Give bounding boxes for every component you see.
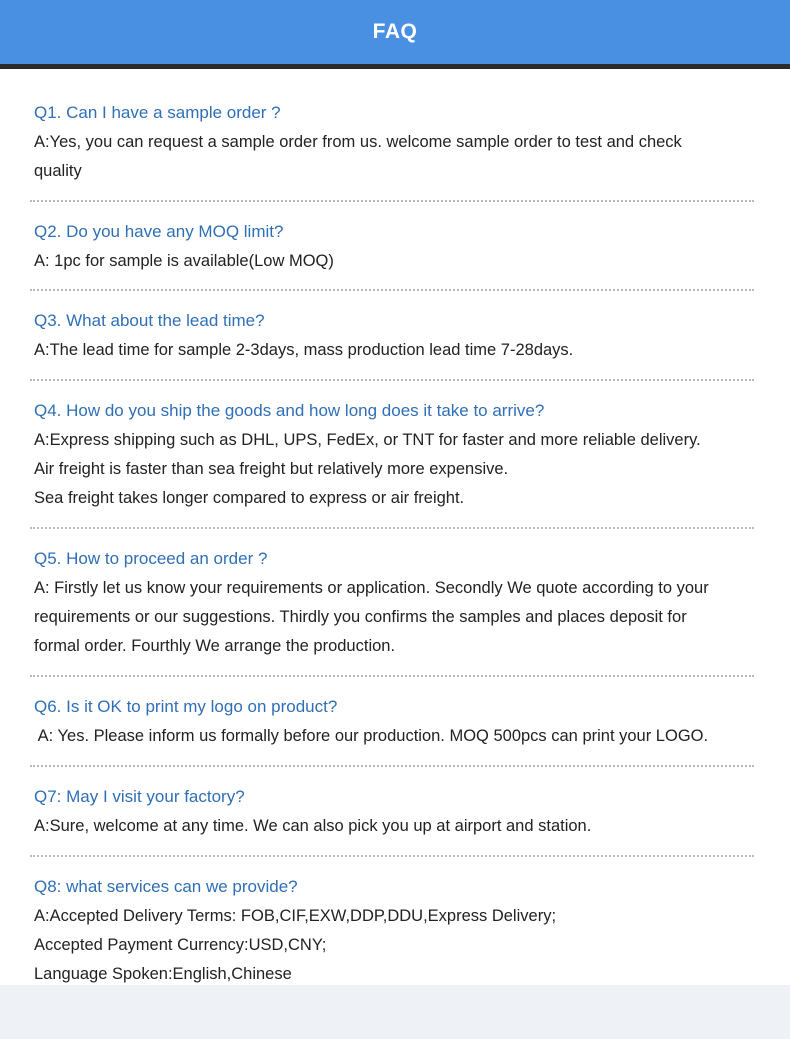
faq-answer [34, 128, 779, 186]
faq-answer-line: A:Express shipping such as DHL, UPS, FedEx, or TNT for faster and more reliable delivery. [34, 431, 701, 449]
faq-answer [34, 426, 779, 513]
faq-answer-line: A:The lead time for sample 2-3days, mass production lead time 7-28days. [34, 341, 574, 359]
divider [30, 675, 754, 677]
faq-answer [34, 336, 779, 365]
faq-item [34, 219, 779, 276]
faq-question: Q6. Is it OK to print my logo on product? [34, 697, 338, 716]
faq-answer-line: Accepted Payment Currency:USD,CNY; [34, 936, 327, 954]
faq-item [34, 694, 779, 751]
faq-answer-line: A: 1pc for sample is available(Low MOQ) [34, 252, 334, 270]
faq-answer [34, 574, 779, 661]
faq-answer-line: A: Firstly let us know your requirements or application. Secondly We quote according to your [34, 579, 709, 597]
faq-item [34, 784, 779, 841]
faq-item [34, 546, 779, 661]
divider [30, 527, 754, 529]
faq-question: Q4. How do you ship the goods and how long does it take to arrive? [34, 401, 545, 420]
faq-answer-line: Sea freight takes longer compared to express or air freight. [34, 489, 465, 507]
faq-item [34, 100, 779, 186]
faq-question: Q2. Do you have any MOQ limit? [34, 222, 284, 241]
faq-question: Q3. What about the lead time? [34, 311, 265, 330]
faq-answer-line: Air freight is faster than sea freight but relatively more expensive. [34, 460, 509, 478]
faq-answer-line: Language Spoken:English,Chinese [34, 965, 292, 983]
divider [30, 855, 754, 857]
faq-answer-line: A:Sure, welcome at any time. We can also pick you up at airport and station. [34, 817, 592, 835]
faq-question: Q7: May I visit your factory? [34, 787, 245, 806]
faq-answer [34, 812, 779, 841]
faq-list [34, 100, 779, 989]
faq-answer-line: formal order. Fourthly We arrange the production. [34, 637, 396, 655]
faq-answer-line: quality [34, 162, 82, 180]
faq-answer-line: A: Yes. Please inform us formally before our production. MOQ 500pcs can print your LOGO. [34, 727, 709, 745]
faq-answer-line: A:Accepted Delivery Terms: FOB,CIF,EXW,DDP,DDU,Express Delivery; [34, 907, 557, 925]
faq-question: Q1. Can I have a sample order ? [34, 103, 281, 122]
faq-item [34, 874, 779, 989]
divider [30, 200, 754, 202]
faq-answer [34, 902, 779, 989]
faq-question: Q5. How to proceed an order ? [34, 549, 268, 568]
faq-item [34, 398, 779, 513]
faq-item [34, 308, 779, 365]
faq-answer [34, 722, 779, 751]
faq-answer [34, 247, 779, 276]
header [0, 0, 790, 64]
footer-band [0, 985, 790, 1039]
faq-answer-line: A:Yes, you can request a sample order from us. welcome sample order to test and check [34, 133, 682, 151]
divider [30, 289, 754, 291]
header-divider [0, 64, 790, 69]
divider [30, 379, 754, 381]
faq-question: Q8: what services can we provide? [34, 877, 298, 896]
faq-answer-line: requirements or our suggestions. Thirdly you confirms the samples and places deposit for [34, 608, 687, 626]
divider [30, 765, 754, 767]
page-title: FAQ [372, 20, 418, 43]
